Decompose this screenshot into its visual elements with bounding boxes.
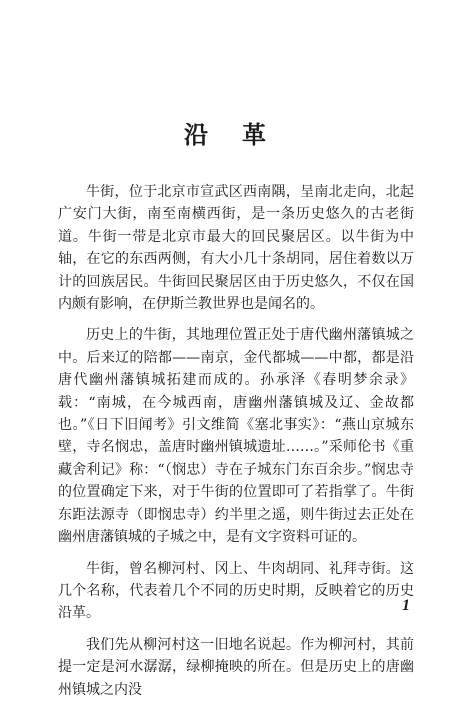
- paragraph-4: 我们先从柳河村这一旧地名说起。作为柳河村，其前提一定是河水潺潺，绿柳掩映的所在。但是历史上的唐幽州镇城之内没: [58, 636, 414, 698]
- paragraph-3: 牛街，曾名柳河村、冈上、牛肉胡同、礼拜寺街。这几个名称，代表着几个不同的历史时期，反映着它的历史沿革。: [58, 560, 414, 622]
- paragraph-2: 历史上的牛街，其地理位置正处于唐代幽州藩镇城之中。后来辽的陪都——南京，金代都城——中都，都是沿唐代幽州藩镇城拓建而成的。孙承泽《春明梦余录》载：“南城，在今城西南，唐幽州藩镇城及辽、金故都也。”《日下旧闻考》引文维简《塞北事实》：“燕山京城东壁，寺名悯忠，盖唐时幽州镇城遗址……。”采师伦书《重藏舍利记》称：“（悯忠）寺在子城东门东百余步。”悯忠寺的位置确定下来，对于牛街的位置即可了若指掌了。牛街东距法源寺（即悯忠寺）约半里之遥，则牛街过去正处在幽州唐藩镇城的子城之中，是有文字资料可证的。: [58, 327, 414, 546]
- page-title: 沿革: [184, 120, 300, 149]
- paragraph-1: 牛街，位于北京市宣武区西南隅，呈南北走向，北起广安门大街，南至南横西街，是一条历史悠久的古老街道。牛街一带是北京市最大的回民聚居区。以牛街为中轴，在它的东西两侧，有大小几十条胡同，居住着数以万计的回族居民。牛街回民聚居区由于历史悠久，不仅在国内颇有影响，在伊斯兰教世界也是闻名的。: [58, 184, 414, 313]
- body-text: [58, 181, 414, 710]
- page-number: 1: [402, 597, 410, 614]
